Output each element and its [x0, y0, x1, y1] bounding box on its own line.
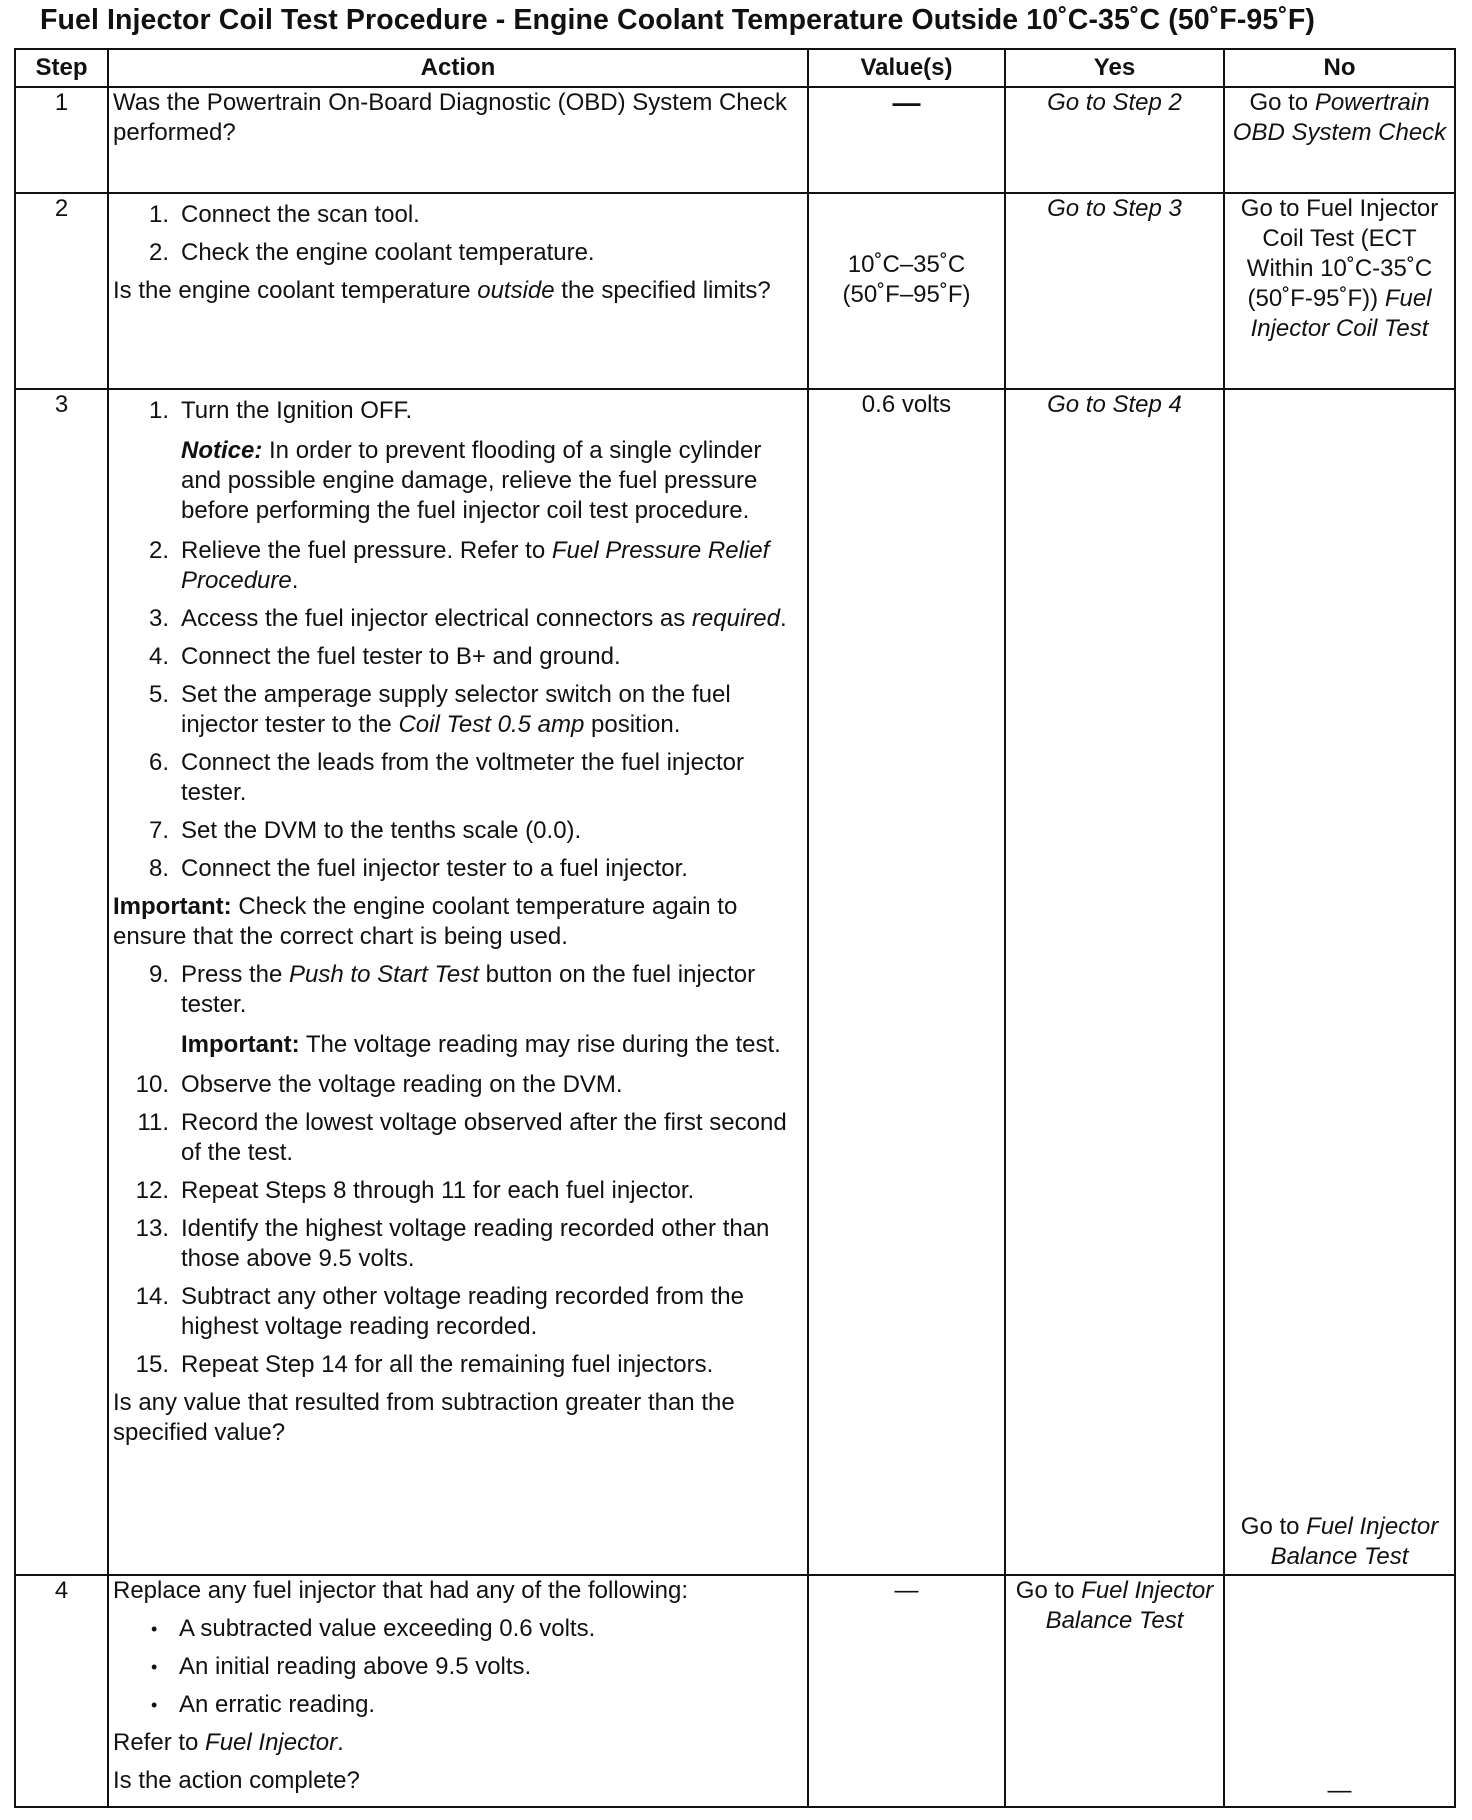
- no-prefix: Go to: [1240, 1513, 1307, 1540]
- yes-link: Fuel Injector Balance Test: [1045, 1577, 1214, 1634]
- list-item: [113, 200, 803, 230]
- header-values: Value(s): [808, 49, 1005, 87]
- item-number: 1.: [148, 397, 169, 424]
- no-prefix: Go to Fuel Injector Coil Test (ECT Within 10˚C-35˚C (50˚F-95˚F)): [1240, 195, 1439, 312]
- item-number: 13.: [135, 1215, 169, 1242]
- table-row: [15, 389, 1455, 1575]
- action-list: [113, 1070, 803, 1380]
- no-link: Fuel Injector Coil Test: [1250, 285, 1432, 342]
- item-text-end: .: [779, 605, 787, 632]
- list-item: • A subtracted value exceeding 0.6 volts.: [113, 1614, 803, 1644]
- item-number: 7.: [148, 817, 169, 844]
- bullet-list: [113, 1614, 803, 1720]
- list-item: [113, 854, 803, 884]
- item-text: Identify the highest voltage reading recorded other than those above 9.5 volts.: [181, 1215, 770, 1272]
- item-text: Subtract any other voltage reading recorded from the highest voltage reading recorded.: [181, 1283, 744, 1340]
- step-number: 4: [15, 1575, 108, 1807]
- question: Was the Powertrain On-Board Diagnostic (OBD) System Check performed?: [113, 89, 788, 146]
- action-list: [113, 396, 803, 426]
- value: —: [892, 87, 921, 118]
- refer-post: .: [337, 1729, 344, 1756]
- intro: Replace any fuel injector that had any of the following:: [113, 1577, 689, 1604]
- question: Is any value that resulted from subtraction greater than the specified value?: [113, 1389, 735, 1446]
- question-emphasis: outside: [477, 277, 555, 304]
- yes-cell: [1005, 1575, 1224, 1807]
- question-post: the specified limits?: [554, 277, 771, 304]
- action-cell: [108, 87, 808, 193]
- no-cell: [1224, 389, 1455, 1575]
- list-item: [113, 816, 803, 846]
- action-list: [113, 960, 803, 1020]
- no-link: Fuel Injector Balance Test: [1270, 1513, 1439, 1570]
- action-list: [113, 536, 803, 884]
- item-text: Record the lowest voltage observed after the first second of the test.: [181, 1109, 787, 1166]
- list-item: [113, 1070, 803, 1100]
- item-number: 9.: [148, 961, 169, 988]
- refer-text: [113, 1728, 803, 1758]
- item-text-end: button on the fuel injector tester.: [181, 961, 756, 1018]
- list-item: [113, 396, 803, 426]
- item-emphasis: Push to Start Test: [289, 961, 479, 988]
- list-item: [113, 960, 803, 1020]
- item-number: 12.: [135, 1177, 169, 1204]
- item-number: 2.: [148, 537, 169, 564]
- item-text: Observe the voltage reading on the DVM.: [181, 1071, 623, 1098]
- list-item: [113, 238, 803, 268]
- list-item: [113, 642, 803, 672]
- item-text: Repeat Steps 8 through 11 for each fuel injector.: [181, 1177, 695, 1204]
- value-line: (50˚F–95˚F): [842, 281, 971, 308]
- header-action: Action: [108, 49, 808, 87]
- item-number: 14.: [135, 1283, 169, 1310]
- question: [113, 276, 803, 306]
- refer-link: Fuel Injector: [205, 1729, 338, 1756]
- item-text: Access the fuel injector electrical connectors as: [181, 605, 692, 632]
- table-row: [15, 87, 1455, 193]
- step-number: 2: [15, 193, 108, 389]
- list-item: • An initial reading above 9.5 volts.: [113, 1652, 803, 1682]
- list-item: [113, 1108, 803, 1168]
- value-cell: [808, 193, 1005, 389]
- yes-prefix: Go to: [1015, 1577, 1082, 1604]
- action-list: [113, 200, 803, 268]
- item-text: Connect the fuel tester to B+ and ground.: [181, 643, 621, 670]
- action-cell: [108, 389, 808, 1575]
- item-emphasis: required: [691, 605, 780, 632]
- no-link: Powertrain OBD System Check: [1232, 89, 1447, 146]
- item-text: Press the: [181, 961, 290, 988]
- value-cell: 0.6 volts: [808, 389, 1005, 1575]
- item-number: 15.: [135, 1351, 169, 1378]
- important-label: Important:: [181, 1031, 300, 1058]
- header-row: [15, 49, 1455, 87]
- list-item: [113, 1176, 803, 1206]
- value-cell: —: [808, 1575, 1005, 1807]
- important-text: The voltage reading may rise during the test.: [299, 1031, 781, 1058]
- value-cell: [808, 87, 1005, 193]
- list-item: [113, 1282, 803, 1342]
- no-cell: [1224, 193, 1455, 389]
- item-text: Turn the Ignition OFF.: [181, 397, 413, 424]
- page-title: Fuel Injector Coil Test Procedure - Engine Coolant Temperature Outside 10˚C-35˚C (50˚F-95˚F): [40, 4, 1315, 36]
- header-no: No: [1224, 49, 1455, 87]
- notice-label: Notice:: [181, 437, 263, 464]
- important-label: Important:: [113, 893, 232, 920]
- table-row: [15, 1575, 1455, 1807]
- item-text: Connect the fuel injector tester to a fuel injector.: [181, 855, 688, 882]
- item-text-end: .: [291, 567, 299, 594]
- item-text: Set the amperage supply selector switch on the fuel injector tester to the: [181, 681, 731, 738]
- item-number: 2.: [148, 239, 169, 266]
- value-line: 10˚C–35˚C: [847, 251, 966, 278]
- item-text: Set the DVM to the tenths scale (0.0).: [181, 817, 582, 844]
- item-emphasis: Coil Test 0.5 amp: [398, 711, 585, 738]
- list-item: [113, 1350, 803, 1380]
- action-cell: [108, 1575, 808, 1807]
- header-yes: Yes: [1005, 49, 1224, 87]
- no-cell: —: [1224, 1575, 1455, 1807]
- procedure-table: [14, 48, 1456, 1808]
- yes-cell: Go to Step 3: [1005, 193, 1224, 389]
- item-text: Connect the scan tool.: [181, 201, 420, 228]
- yes-cell: Go to Step 2: [1005, 87, 1224, 193]
- important-text: Check the engine coolant temperature again to ensure that the correct chart is being used.: [113, 893, 738, 950]
- list-item: [113, 536, 803, 596]
- item-text: Connect the leads from the voltmeter the fuel injector tester.: [181, 749, 744, 806]
- step-number: 3: [15, 389, 108, 1575]
- notice-text: In order to prevent flooding of a single cylinder and possible engine damage, relieve the fuel pressure before performing the fuel injector coil test procedure.: [181, 437, 762, 524]
- item-number: 1.: [148, 201, 169, 228]
- list-item: [113, 604, 803, 634]
- no-prefix: Go to: [1249, 89, 1315, 116]
- list-item: [113, 748, 803, 808]
- item-number: 3.: [148, 605, 169, 632]
- item-emphasis: Fuel Pressure Relief Procedure: [181, 537, 770, 594]
- question-pre: Is the engine coolant temperature: [113, 277, 478, 304]
- important-note: [113, 1030, 803, 1060]
- item-number: 10.: [135, 1071, 169, 1098]
- item-number: 6.: [148, 749, 169, 776]
- item-text: Repeat Step 14 for all the remaining fuel injectors.: [181, 1351, 714, 1378]
- item-text-end: position.: [584, 711, 681, 738]
- question: Is the action complete?: [113, 1767, 360, 1794]
- notice: [113, 436, 803, 526]
- item-number: 8.: [148, 855, 169, 882]
- table-row: [15, 193, 1455, 389]
- important-note: [113, 892, 803, 952]
- item-number: 5.: [148, 681, 169, 708]
- item-text: Check the engine coolant temperature.: [181, 239, 595, 266]
- list-item: • An erratic reading.: [113, 1690, 803, 1720]
- yes-cell: Go to Step 4: [1005, 389, 1224, 1575]
- refer-pre: Refer to: [113, 1729, 206, 1756]
- action-cell: [108, 193, 808, 389]
- item-number: 11.: [137, 1109, 169, 1136]
- header-step: Step: [15, 49, 108, 87]
- item-text: Relieve the fuel pressure. Refer to: [181, 537, 552, 564]
- item-number: 4.: [148, 643, 169, 670]
- list-item: [113, 1214, 803, 1274]
- no-cell: [1224, 87, 1455, 193]
- step-number: 1: [15, 87, 108, 193]
- list-item: [113, 680, 803, 740]
